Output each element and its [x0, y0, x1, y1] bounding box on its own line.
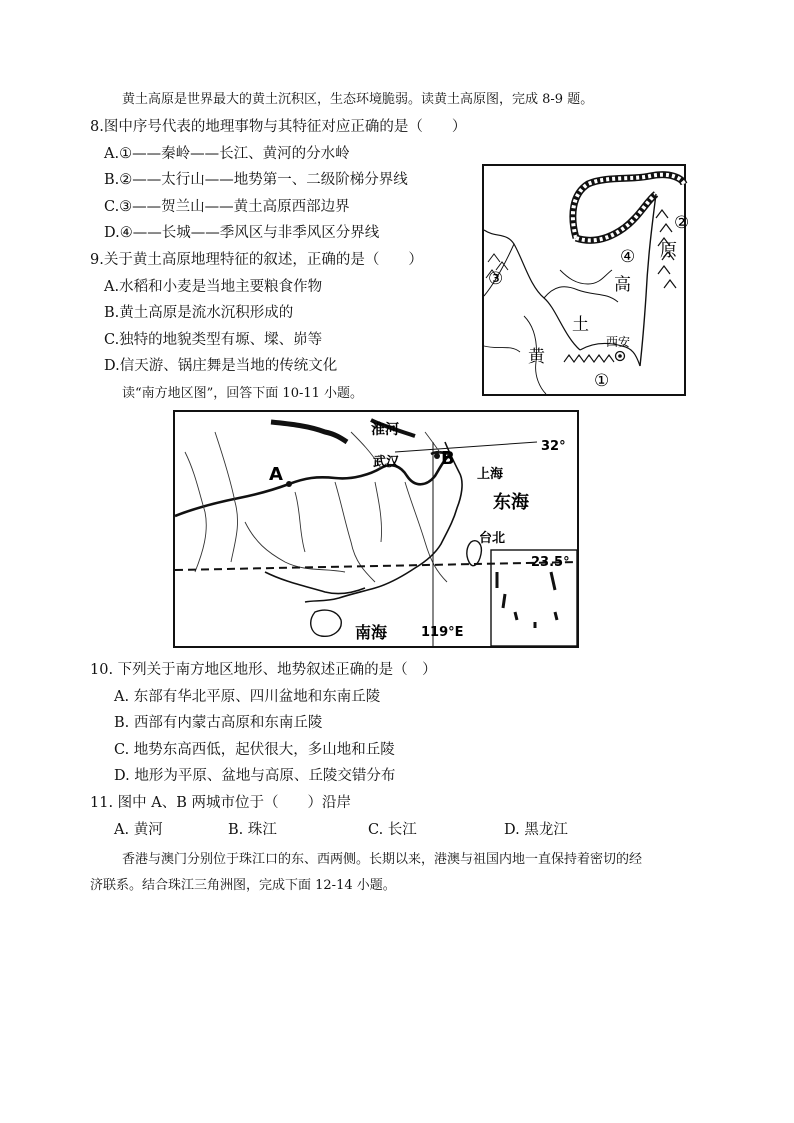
city-a-marker [286, 481, 292, 487]
question-10-option-d: D. 地形为平原、盆地与高原、丘陵交错分布 [114, 768, 396, 784]
intro-text-12-14-line2: 济联系。结合珠江三角洲图，完成下面 12-14 小题。 [90, 878, 396, 893]
question-9-stem: 9.关于黄土高原地理特征的叙述，正确的是（ ） [90, 252, 423, 268]
loess-plateau-map [482, 164, 690, 396]
question-8-stem: 8.图中序号代表的地理事物与其特征对应正确的是（ ） [90, 119, 467, 135]
intro-text-8-9: 黄土高原是世界最大的黄土沉积区，生态环境脆弱。读黄土高原图，完成 8-9 题。 [122, 92, 594, 107]
map2-label-23-5: 23.5° [531, 555, 570, 570]
question-10-option-c: C. 地势东高西低，起伏很大，多山地和丘陵 [114, 742, 395, 758]
map1-label-gao: 高 [614, 275, 631, 295]
map1-marker-3: ③ [488, 269, 504, 289]
question-8-option-d: D.④——长城——季风区与非季风区分界线 [104, 225, 380, 241]
question-11-option-c: C. 长江 [368, 822, 417, 838]
question-9-option-a: A.水稻和小麦是当地主要粮食作物 [104, 279, 323, 295]
map2-label-a: A [269, 464, 283, 485]
question-8-option-b: B.②——太行山——地势第一、二级阶梯分界线 [104, 172, 408, 188]
question-8-option-c: C.③——贺兰山——黄土高原西部边界 [104, 199, 350, 215]
map1-marker-2: ② [674, 213, 690, 233]
map1-label-yuan: 原 [660, 241, 677, 261]
map1-label-xian: 西安 [606, 335, 631, 349]
map2-label-taipei: 台北 [479, 531, 506, 546]
question-11-option-a: A. 黄河 [114, 822, 163, 838]
question-11-option-d: D. 黑龙江 [504, 822, 568, 838]
map1-label-huang: 黄 [528, 347, 545, 367]
map1-label-tu: 土 [572, 315, 589, 335]
question-8-option-a: A.①——秦岭——长江、黄河的分水岭 [104, 146, 350, 162]
south-china-map [173, 410, 579, 648]
map2-label-wuhan: 武汉 [373, 455, 400, 470]
map2-label-32: 32° [541, 439, 566, 454]
question-10-option-b: B. 西部有内蒙古高原和东南丘陵 [114, 715, 323, 731]
map1-marker-1: ① [594, 371, 610, 391]
question-9-option-c: C.独特的地貌类型有塬、墚、峁等 [104, 332, 323, 348]
question-10-option-a: A. 东部有华北平原、四川盆地和东南丘陵 [114, 689, 381, 705]
city-b-marker [434, 453, 440, 459]
intro-text-12-14-line1: 香港与澳门分别位于珠江口的东、西两侧。长期以来，港澳与祖国内地一直保持着密切的经 [122, 852, 643, 867]
map2-label-119e: 119°E [421, 625, 464, 640]
map2-label-shanghai: 上海 [477, 467, 504, 482]
map1-marker-4: ④ [620, 247, 636, 267]
question-10-stem: 10. 下列关于南方地区地形、地势叙述正确的是（ ） [90, 662, 437, 678]
question-11-stem: 11. 图中 A、B 两城市位于（ ）沿岸 [90, 795, 352, 811]
map2-label-donghai: 东海 [493, 492, 529, 513]
question-9-option-b: B.黄土高原是流水沉积形成的 [104, 305, 294, 321]
map2-label-nanhai: 南海 [355, 623, 388, 642]
map2-label-b: B [441, 448, 455, 469]
question-11-option-b: B. 珠江 [228, 822, 277, 838]
intro-text-10-11: 读“南方地区图”，回答下面 10-11 小题。 [122, 386, 364, 401]
map2-label-huaihe: 淮河 [371, 422, 399, 438]
question-9-option-d: D.信天游、锅庄舞是当地的传统文化 [104, 358, 338, 374]
